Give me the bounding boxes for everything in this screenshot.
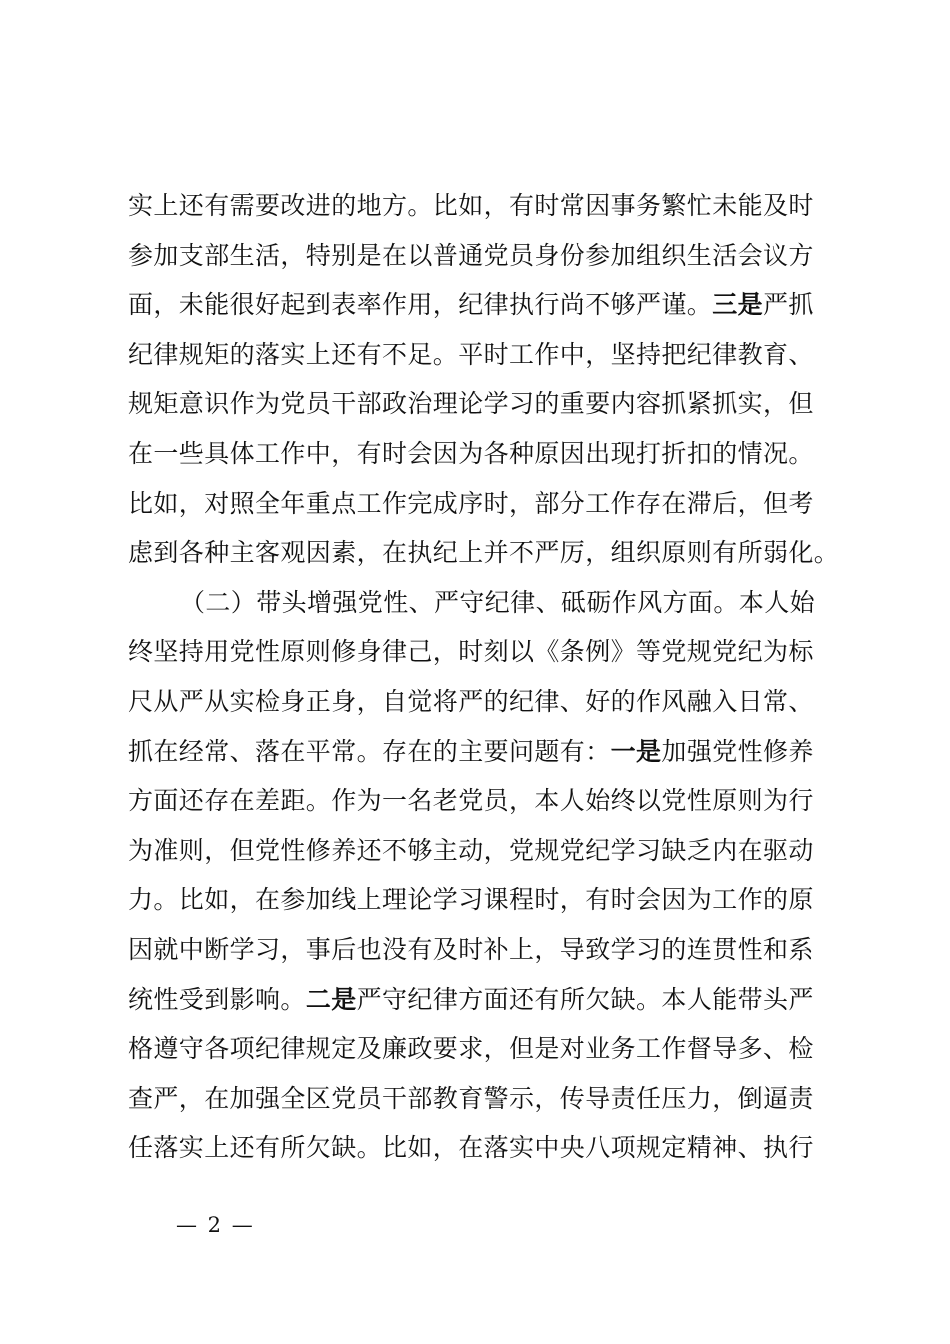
text-line — [128, 280, 834, 330]
text-line — [128, 826, 834, 876]
text-segment: 任落实上还有所欠缺。比如，在落实中央八项规定精神、执行 — [128, 1133, 814, 1163]
text-segment: 终坚持用党性原则修身律己，时刻以《条例》等党规党纪为标 — [128, 637, 814, 667]
bold-emphasis: 三是 — [712, 290, 764, 320]
text-line — [128, 975, 834, 1025]
text-line — [128, 1024, 834, 1074]
text-segment: 力。比如，在参加线上理论学习课程时，有时会因为工作的原 — [128, 885, 814, 915]
text-segment: 在一些具体工作中，有时会因为各种原因出现打折扣的情况。 — [128, 438, 814, 468]
text-segment: 为准则，但党性修养还不够主动，党规党纪学习缺乏内在驱动 — [128, 835, 814, 865]
text-line — [128, 231, 834, 281]
text-segment: 规矩意识作为党员干部政治理论学习的重要内容抓紧抓实，但 — [128, 389, 814, 419]
text-segment: 加强党性修养 — [661, 736, 814, 766]
text-line — [128, 776, 834, 826]
text-line — [128, 1123, 834, 1173]
text-segment: 实上还有需要改进的地方。比如，有时常因事务繁忙未能及时 — [128, 191, 814, 220]
text-segment: 方面还存在差距。作为一名老党员，本人始终以党性原则为行 — [128, 786, 814, 816]
text-line — [128, 429, 834, 479]
text-segment: 虑到各种主客观因素，在执纪上并不严厉，组织原则有所弱化。 — [128, 538, 840, 568]
text-line — [128, 578, 834, 628]
text-line — [128, 1074, 834, 1124]
text-line — [128, 875, 834, 925]
bold-emphasis: 一是 — [610, 736, 662, 766]
text-line — [128, 479, 834, 529]
text-segment: 面，未能很好起到表率作用，纪律执行尚不够严谨。 — [128, 290, 713, 320]
page-number: — 2 — — [176, 1213, 255, 1237]
text-segment: 比如，对照全年重点工作完成序时，部分工作存在滞后，但考 — [128, 488, 814, 518]
text-line — [128, 528, 840, 578]
text-line — [128, 677, 834, 727]
text-segment: 查严，在加强全区党员干部教育警示，传导责任压力，倒逼责 — [128, 1083, 814, 1113]
text-line — [128, 330, 834, 380]
body-text — [128, 181, 840, 1173]
text-segment: 严守纪律方面还有所欠缺。本人能带头严 — [356, 984, 814, 1014]
text-segment: 纪律规矩的落实上还有不足。平时工作中，坚持把纪律教育、 — [128, 339, 814, 369]
text-segment: 格遵守各项纪律规定及廉政要求，但是对业务工作督导多、检 — [128, 1034, 814, 1064]
text-line — [128, 627, 834, 677]
text-segment: 参加支部生活，特别是在以普通党员身份参加组织生活会议方 — [128, 240, 814, 270]
text-line — [128, 925, 834, 975]
text-line — [128, 379, 834, 429]
text-segment: 尺从严从实检身正身，自觉将严的纪律、好的作风融入日常、 — [128, 686, 814, 716]
text-line — [128, 181, 834, 231]
text-segment: 抓在经常、落在平常。存在的主要问题有： — [128, 736, 611, 766]
text-line — [128, 727, 834, 777]
text-segment: （二）带头增强党性、严守纪律、砥砺作风方面。本人始 — [180, 587, 816, 617]
text-segment: 严抓 — [763, 290, 814, 320]
bold-emphasis: 二是 — [305, 984, 357, 1014]
text-segment: 因就中断学习，事后也没有及时补上，导致学习的连贯性和系 — [128, 934, 814, 964]
text-segment: 统性受到影响。 — [128, 984, 306, 1014]
